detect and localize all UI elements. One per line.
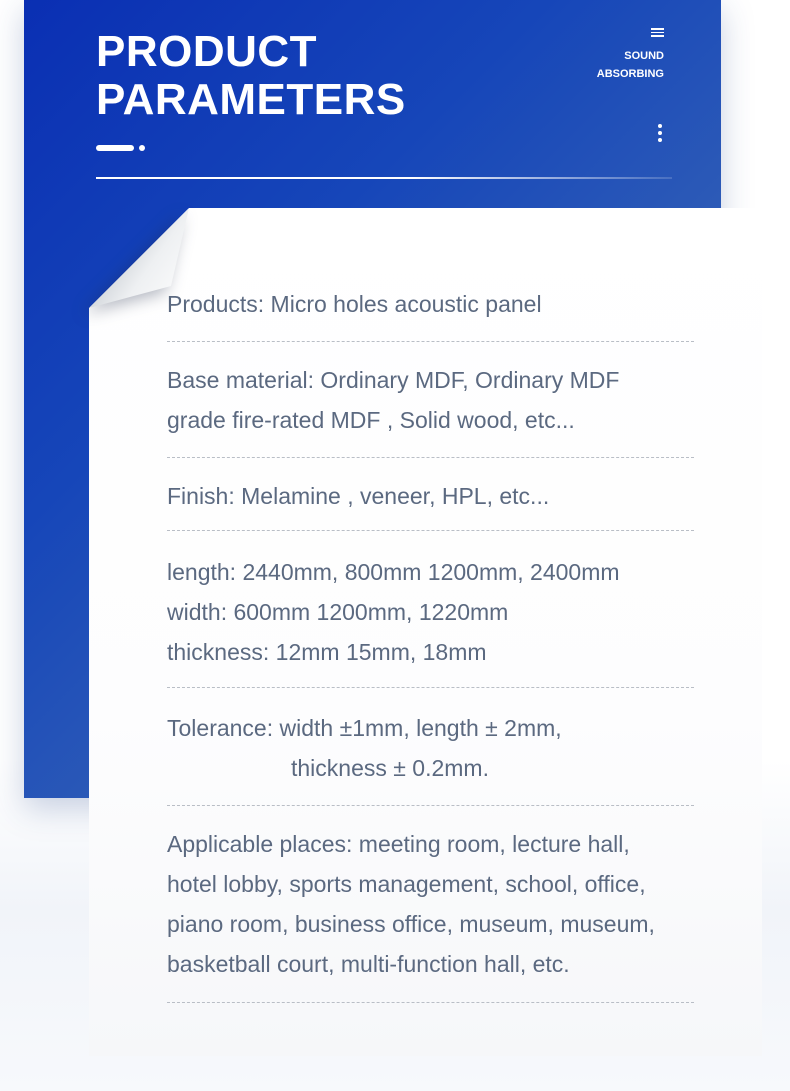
param-tolerance xyxy=(167,708,707,788)
row-divider xyxy=(167,1002,694,1003)
title-line-1: PRODUCT xyxy=(96,27,318,76)
title-underline-dot xyxy=(139,145,145,151)
param-places-line-3: piano room, business office, museum, museum, xyxy=(167,911,655,937)
vertical-dots-icon[interactable] xyxy=(657,124,663,146)
sound-absorbing-tag xyxy=(560,47,664,83)
row-divider xyxy=(167,805,694,806)
tag-line-1: SOUND xyxy=(624,50,664,62)
param-dimensions xyxy=(167,552,707,672)
header-divider xyxy=(96,177,672,179)
param-width: width: 600mm 1200mm, 1220mm xyxy=(167,599,509,625)
row-divider xyxy=(167,341,694,342)
param-finish xyxy=(167,476,707,516)
param-base-material-line-2: grade fire-rated MDF , Solid wood, etc... xyxy=(167,407,575,433)
row-divider xyxy=(167,687,694,688)
param-tolerance-line-1: Tolerance: width ±1mm, length ± 2mm, xyxy=(167,715,562,741)
param-places-line-2: hotel lobby, sports management, school, office, xyxy=(167,871,646,897)
row-divider xyxy=(167,530,694,531)
param-places-line-4: basketball court, multi-function hall, etc. xyxy=(167,951,570,977)
param-products xyxy=(167,284,707,324)
param-base-material-line-1: Base material: Ordinary MDF, Ordinary MDF xyxy=(167,367,620,393)
param-finish-text: Finish: Melamine , veneer, HPL, etc... xyxy=(167,483,550,509)
title-underline-pill xyxy=(96,145,134,151)
param-tolerance-line-2: thickness ± 0.2mm. xyxy=(291,755,489,781)
page-title xyxy=(96,28,406,124)
param-products-text: Products: Micro holes acoustic panel xyxy=(167,291,542,317)
param-applicable-places xyxy=(167,824,707,984)
param-thickness: thickness: 12mm 15mm, 18mm xyxy=(167,639,487,665)
row-divider xyxy=(167,457,694,458)
param-places-line-1: Applicable places: meeting room, lecture hall, xyxy=(167,831,630,857)
title-line-2: PARAMETERS xyxy=(96,75,406,124)
hamburger-icon[interactable] xyxy=(651,28,664,37)
param-length: length: 2440mm, 800mm 1200mm, 2400mm xyxy=(167,559,620,585)
tag-line-2: ABSORBING xyxy=(596,68,664,80)
param-base-material xyxy=(167,360,707,440)
